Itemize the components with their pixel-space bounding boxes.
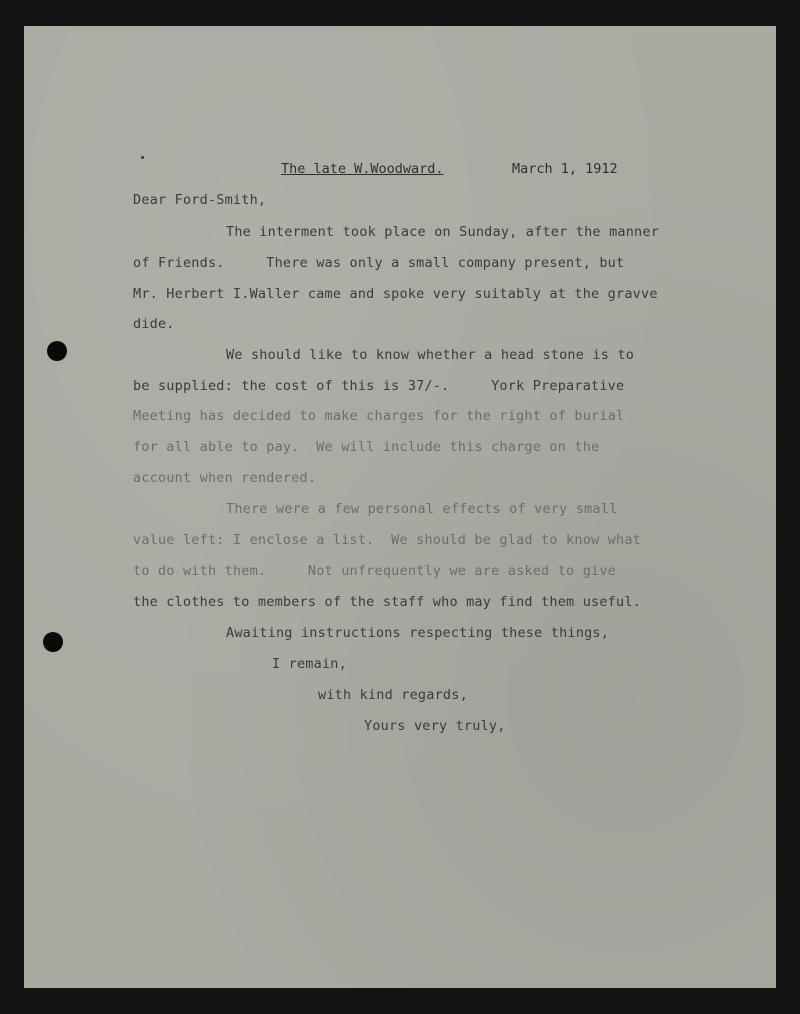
paragraph-1-line-3: Mr. Herbert I.Waller came and spoke very suitably at the gravve <box>133 286 658 302</box>
paragraph-1-line-1: The interment took place on Sunday, after the manner <box>226 224 660 240</box>
paragraph-2-line-4: for all able to pay. We will include this charge on the <box>133 439 600 455</box>
paragraph-3-line-2: value left: I enclose a list. We should be glad to know what <box>133 532 641 548</box>
closing-line-1: Awaiting instructions respecting these things, <box>226 625 610 641</box>
letter-subject: The late W.Woodward. <box>281 161 444 177</box>
paper-speck <box>141 156 144 159</box>
punch-hole-top <box>47 341 67 361</box>
paragraph-2-line-3: Meeting has decided to make charges for the right of burial <box>133 408 625 424</box>
salutation: Dear Ford-Smith, <box>133 192 267 208</box>
paragraph-3-line-4: the clothes to members of the staff who may find them useful. <box>133 594 641 610</box>
paragraph-3-line-3: to do with them. Not unfrequently we are asked to give <box>133 563 617 579</box>
paragraph-1-line-4: dide. <box>133 316 175 332</box>
punch-hole-bottom <box>43 632 63 652</box>
paragraph-2-line-2: be supplied: the cost of this is 37/-. York Preparative <box>133 378 625 394</box>
paragraph-1-line-2: of Friends. There was only a small company present, but <box>133 255 625 271</box>
closing-line-3: with kind regards, <box>318 687 468 703</box>
paragraph-3-line-1: There were a few personal effects of very small <box>226 501 618 517</box>
paragraph-2-line-1: We should like to know whether a head stone is to <box>226 347 635 363</box>
letter-date: March 1, 1912 <box>512 161 618 177</box>
closing-line-2: I remain, <box>272 656 347 672</box>
paragraph-2-line-5: account when rendered. <box>133 470 317 486</box>
closing-line-4: Yours very truly, <box>364 718 506 734</box>
